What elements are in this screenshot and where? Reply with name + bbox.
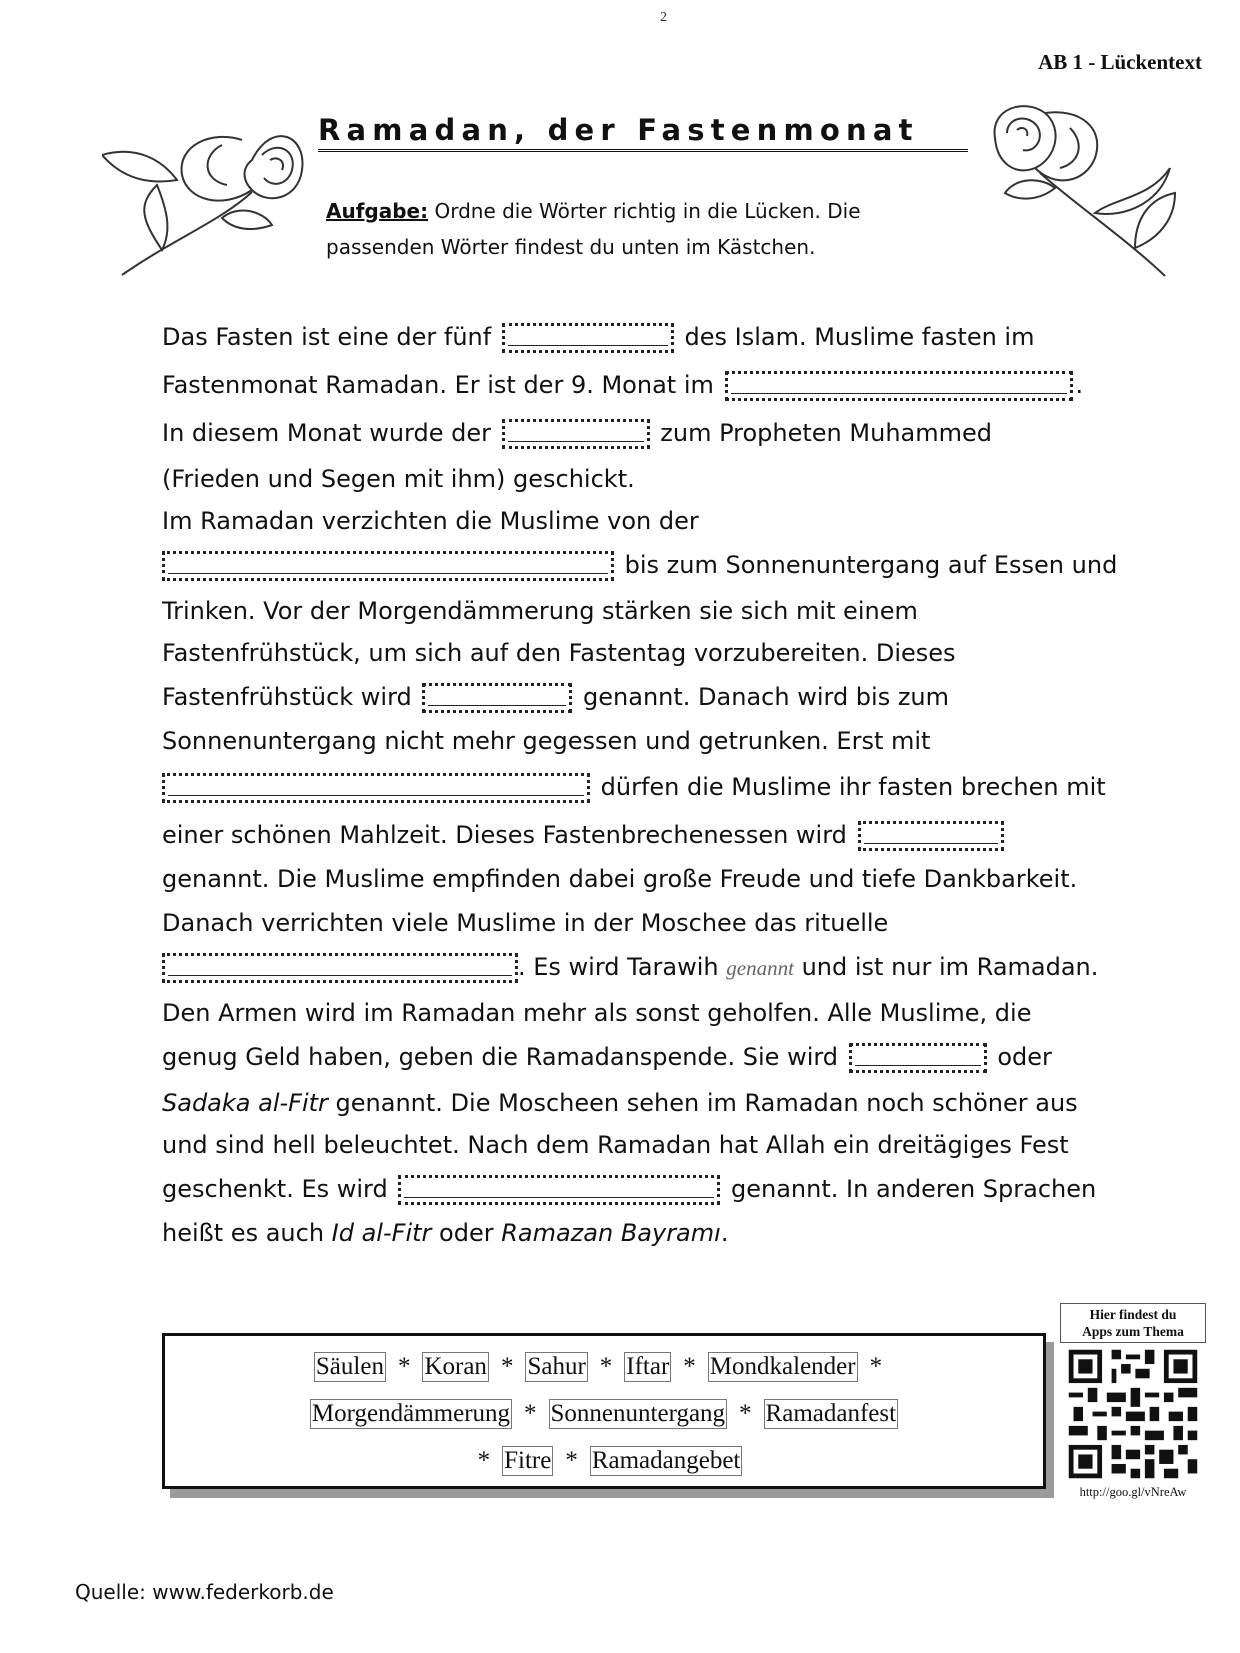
text-line: genannt. Die Muslime empfinden dabei große Freude und tiefe Dankbarkeit. (162, 865, 1078, 893)
text-line: genannt. Danach wird bis zum (583, 683, 950, 711)
word-bank-box (162, 1333, 1046, 1489)
text-line: Fastenfrühstück wird (162, 683, 412, 711)
worksheet-label: AB 1 - Lückentext (1038, 50, 1202, 74)
separator-star: * (397, 1353, 411, 1380)
text-line: einer schönen Mahlzeit. Dieses Fastenbrechenessen wird (162, 821, 847, 849)
blank-5[interactable] (422, 683, 572, 713)
text-line: . (720, 1219, 729, 1247)
qr-code-icon[interactable] (1060, 1345, 1206, 1483)
blank-7[interactable] (858, 821, 1004, 851)
rose-illustration-left (102, 100, 312, 280)
separator-star: * (599, 1353, 613, 1380)
word-morgendaemmerung[interactable]: Morgendämmerung (311, 1400, 511, 1427)
text-line: geschenkt. Es wird (162, 1175, 388, 1203)
separator-star: * (500, 1353, 514, 1380)
word-sahur[interactable]: Sahur (527, 1353, 586, 1380)
text-line: Ramazan Bayramı (501, 1219, 721, 1247)
text-line: oder (997, 1043, 1052, 1071)
blank-10[interactable] (398, 1175, 720, 1205)
text-line: Den Armen wird im Ramadan mehr als sonst geholfen. Alle Muslime, die (162, 999, 1032, 1027)
text-line: Das Fasten ist eine der fünf (162, 323, 492, 351)
blank-8[interactable] (162, 953, 518, 983)
blank-6[interactable] (162, 773, 590, 803)
rose-illustration-right (985, 98, 1200, 283)
text-line: Sadaka al-Fitr (162, 1089, 328, 1117)
text-line: und sind hell beleuchtet. Nach dem Ramadan hat Allah ein dreitägiges Fest (162, 1131, 1069, 1159)
blank-4[interactable] (162, 551, 614, 581)
source-footer: Quelle: www.federkorb.de (75, 1580, 334, 1604)
text-line: zum Propheten Muhammed (660, 419, 992, 447)
word-ramadanfest[interactable]: Ramadanfest (765, 1400, 897, 1427)
text-line: heißt es auch (162, 1219, 332, 1247)
separator-star: * (683, 1353, 696, 1380)
blank-3[interactable] (502, 419, 650, 449)
page-number-mark: 2 (660, 10, 667, 25)
text-line: genannt. Die Moscheen sehen im Ramadan noch schöner aus (327, 1089, 1078, 1117)
task-text: Ordne die Wörter richtig in die Lücken. Die passenden Wörter findest du unten im Kästchen. (326, 199, 861, 259)
task-instruction (326, 193, 966, 265)
separator-star: * (524, 1400, 537, 1427)
text-line: genannt. In anderen Sprachen (731, 1175, 1097, 1203)
text-line: des Islam. Muslime fasten im (684, 323, 1035, 351)
text-line: (Frieden und Segen mit ihm) geschickt. (162, 465, 635, 493)
qr-code-panel (1060, 1303, 1206, 1501)
separator-star: * (565, 1447, 578, 1474)
word-mondkalender[interactable]: Mondkalender (709, 1353, 856, 1380)
blank-9[interactable] (849, 1043, 987, 1073)
qr-url[interactable]: http://goo.gl/vNreAw (1079, 1485, 1187, 1499)
text-line: Im Ramadan verzichten die Muslime von der (162, 507, 699, 535)
word-fitre[interactable]: Fitre (504, 1447, 552, 1474)
word-saeulen[interactable]: Säulen (315, 1353, 384, 1380)
blank-1[interactable] (502, 323, 674, 353)
blank-2[interactable] (725, 371, 1073, 401)
text-line: genug Geld haben, geben die Ramadanspende. Sie wird (162, 1043, 839, 1071)
text-line: oder (431, 1219, 502, 1247)
text-line: Fastenmonat Ramadan. Er ist der 9. Monat im (162, 371, 714, 399)
text-line: . (1075, 371, 1084, 399)
separator-star: * (869, 1353, 883, 1380)
text-line: Sonnenuntergang nicht mehr gegessen und getrunken. Erst mit (162, 727, 931, 755)
separator-star: * (739, 1400, 752, 1427)
text-line: Fastenfrühstück, um sich auf den Fastentag vorzubereiten. Dieses (162, 639, 956, 667)
text-line: genannt (726, 956, 794, 980)
text-line: Id al-Fitr (331, 1219, 432, 1247)
word-sonnenuntergang[interactable]: Sonnenuntergang (550, 1400, 726, 1427)
text-line: und ist nur im Ramadan. (801, 953, 1099, 981)
text-line: Danach verrichten viele Muslime in der Moschee das rituelle (162, 909, 889, 937)
separator-star: * (477, 1447, 491, 1474)
page-title: Ramadan, der Fastenmonat (318, 113, 968, 152)
word-koran[interactable]: Koran (424, 1353, 487, 1380)
text-line: Trinken. Vor der Morgendämmerung stärken sie sich mit einem (162, 597, 918, 625)
text-line: . Es wird Tarawih (518, 953, 719, 981)
task-label: Aufgabe: (326, 199, 429, 223)
text-line: In diesem Monat wurde der (162, 419, 491, 447)
word-ramadangebet[interactable]: Ramadangebet (591, 1447, 741, 1474)
qr-caption (1060, 1303, 1206, 1343)
text-line: bis zum Sonnenuntergang auf Essen und (624, 551, 1118, 579)
qr-caption-line: Hier findest du (1089, 1307, 1177, 1322)
word-iftar[interactable]: Iftar (626, 1353, 670, 1380)
qr-caption-line: Apps zum Thema (1082, 1324, 1184, 1339)
text-line: dürfen die Muslime ihr fasten brechen mit (600, 773, 1106, 801)
